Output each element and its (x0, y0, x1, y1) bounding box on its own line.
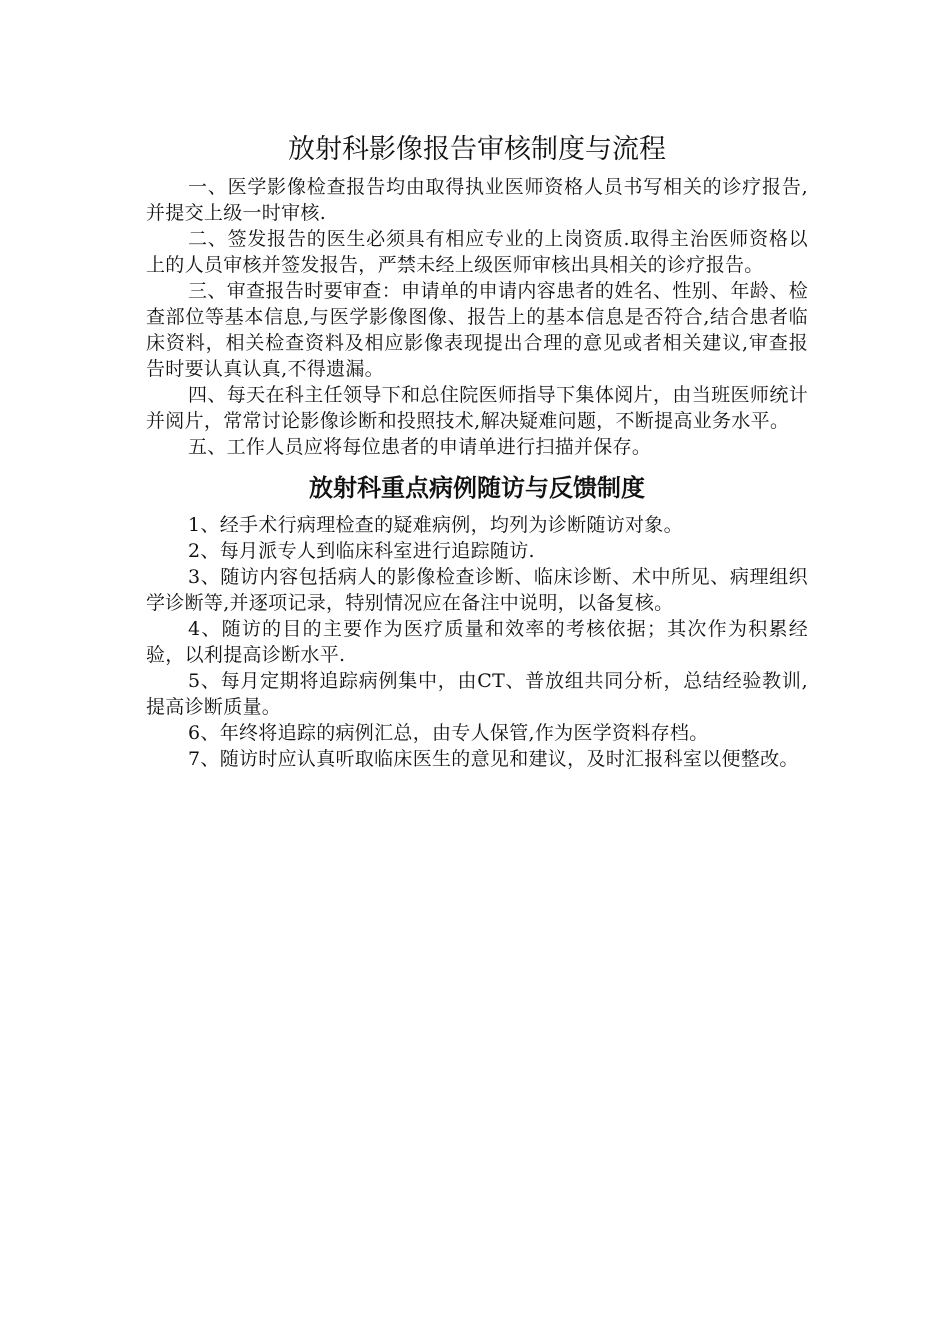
section-1-paragraph-5: 五、工作人员应将每位患者的申请单进行扫描并保存。 (188, 436, 652, 458)
section-2-paragraph-5: 5、每月定期将追踪病例集中，由CT、普放组共同分析，总结经验教训,提高诊断质量。 (146, 670, 808, 718)
document-title-2: 放射科重点病例随访与反馈制度 (309, 474, 645, 502)
section-2-paragraph-6: 6、年终将追踪的病例汇总，由专人保管,作为医学资料存档。 (188, 722, 709, 744)
section-1-body (146, 174, 808, 460)
document-content (146, 130, 808, 772)
section-2-body (146, 512, 808, 772)
section-1-paragraph-2: 二、签发报告的医生必须具有相应专业的上岗资质.取得主治医师资格以上的人员审核并签发报告，严禁未经上级医师审核出具相关的诊疗报告。 (146, 228, 808, 276)
section-1-paragraph-4: 四、每天在科主任领导下和总住院医师指导下集体阅片，由当班医师统计并阅片，常常讨论影像诊断和投照技术,解决疑难问题，不断提高业务水平。 (146, 384, 808, 432)
document-title-1: 放射科影像报告审核制度与流程 (288, 134, 666, 165)
section-2-paragraph-2: 2、每月派专人到临床科室进行追踪随访. (188, 540, 535, 562)
section-2-paragraph-7: 7、随访时应认真听取临床医生的意见和建议，及时汇报科室以便整改。 (188, 748, 799, 770)
section-2-paragraph-3: 3、随访内容包括病人的影像检查诊断、临床诊断、术中所见、病理组织学诊断等,并逐项记录，特别情况应在备注中说明，以备复核。 (146, 566, 808, 614)
section-1-paragraph-3: 三、审查报告时要审查：申请单的申请内容患者的姓名、性别、年龄、检查部位等基本信息,与医学影像图像、报告上的基本信息是否符合,结合患者临床资料，相关检查资料及相应影像表现提出合理的意见或者相关建议,审查报告时要认真认真,不得遗漏。 (146, 280, 808, 380)
section-1-paragraph-1: 一、医学影像检查报告均由取得执业医师资格人员书写相关的诊疗报告,并提交上级一时审核. (146, 176, 808, 224)
section-2-paragraph-1: 1、经手术行病理检查的疑难病例，均列为诊断随访对象。 (188, 514, 683, 536)
section-2-paragraph-4: 4、随访的目的主要作为医疗质量和效率的考核依据；其次作为积累经验，以利提高诊断水平. (146, 618, 808, 666)
